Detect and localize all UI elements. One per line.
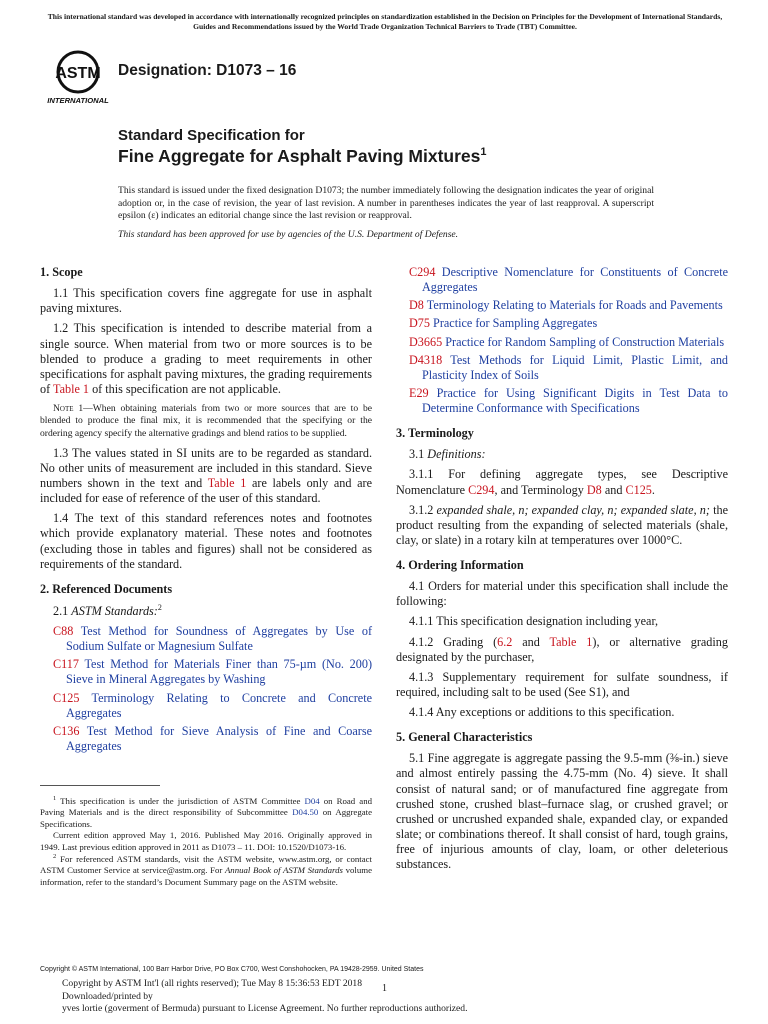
section-6-2-link[interactable]: 6.2 [497, 634, 513, 649]
section-heading-general: 5. General Characteristics [396, 730, 533, 745]
designation: Designation: D1073 – 16 [118, 62, 297, 79]
logo-subtext: INTERNATIONAL [47, 96, 109, 105]
reference-title[interactable]: Test Method for Soundness of Aggregates by Use of Sodium Sulfate or Magnesium Sulfate [66, 624, 373, 654]
section-heading-referenced: 2. Referenced Documents [40, 581, 173, 596]
download-notice [62, 978, 467, 1016]
reference-item[interactable] [396, 353, 728, 383]
table-1-link[interactable]: Table 1 [207, 476, 247, 491]
page-number: 1 [382, 983, 387, 994]
reference-code[interactable]: D75 [409, 316, 430, 331]
footnote-2: $^2$ For referenced ASTM standards, visit the ASTM website, www.astm.org, or contact ASTM Customer Service at service@astm.org. For Annual Book of ASTM Standards volume information, refer to the standard’s Document Summary page on the ASTM website. [40, 853, 372, 887]
footnote-rule [40, 785, 160, 786]
d8-link[interactable]: D8 [586, 482, 602, 497]
para-4-1-2: 4.1.2 Grading (6.2 and Table 1), or alternative grading designated by the purchaser, [396, 634, 728, 664]
para-3-1: 3.1 Definitions: [409, 447, 486, 462]
standard-notice: This international standard was developed in accordance with internationally recognized principles on standardization established in the Decision on Principles for the Development of International Standards, Guides and Recommendations issued by the World Trade Organization Technical Barriers to Trade (TBT) Committee. [47, 12, 723, 32]
reference-list-right [396, 265, 728, 416]
reference-code[interactable]: C117 [53, 657, 79, 672]
footnote-1: $^1$ This specification is under the jurisdiction of ASTM Committee D04 on Road and Paving Materials and is the direct responsibility of Subcommittee D04.50 on Aggregate Specifications. [40, 795, 372, 829]
copyright-line: Copyright © ASTM International, 100 Barr Harbor Drive, PO Box C700, West Conshohocken, PA 19428-2959. United States [40, 966, 424, 973]
reference-title[interactable]: Practice for Sampling Aggregates [433, 316, 598, 331]
title-footnote-mark: 1 [480, 146, 487, 159]
reference-title[interactable]: Test Methods for Liquid Limit, Plastic Limit, and Plasticity Index of Soils [422, 352, 729, 382]
reference-code[interactable]: D8 [409, 298, 424, 313]
right-column [396, 265, 728, 877]
reference-code[interactable]: C88 [53, 624, 74, 639]
footnotes [40, 795, 372, 888]
download-line-3: yves lortie (goverment of Bermuda) pursuant to License Agreement. No further reproductions authorized. [62, 1003, 468, 1015]
para-3-1-1: 3.1.1 For defining aggregate types, see Descriptive Nomenclature C294, and Terminology D8 and C125. [396, 467, 728, 497]
c125-link[interactable]: C125 [625, 482, 652, 497]
logo-text: ASTM [55, 65, 101, 82]
reference-item[interactable] [396, 386, 728, 416]
dod-statement: This standard has been approved for use by agencies of the U.S. Department of Defense. [118, 229, 459, 240]
table-1-link[interactable]: Table 1 [549, 634, 593, 649]
reference-item[interactable] [40, 624, 372, 654]
reference-title[interactable]: Terminology Relating to Concrete and Concrete Aggregates [66, 690, 372, 720]
astm-logo [44, 48, 112, 106]
title-prefix: Standard Specification for [118, 127, 305, 144]
reference-code[interactable]: D3665 [409, 334, 443, 349]
reference-code[interactable]: E29 [409, 385, 429, 400]
para-2-1: 2.1 ASTM Standards:$^2$ [53, 602, 162, 618]
reference-item[interactable] [396, 298, 728, 313]
reference-list-left [40, 624, 372, 754]
reference-title[interactable]: Descriptive Nomenclature for Constituents of Concrete Aggregates [422, 265, 728, 295]
reference-item[interactable] [40, 657, 372, 687]
section-heading-scope: 1. Scope [40, 265, 83, 279]
download-line-2: Downloaded/printed by [62, 990, 153, 1002]
table-1-link[interactable]: Table 1 [52, 381, 90, 396]
reference-item[interactable] [396, 265, 728, 295]
para-1-3: 1.3 The values stated in SI units are to be regarded as standard. No other units of measurement are included in this standard. Sieve numbers shown in the text and Table 1 are labels only and are included for ease of reference of the user of this standard. [40, 445, 372, 506]
section-heading-terminology: 3. Terminology [396, 426, 474, 441]
para-3-1-2: 3.1.2 expanded shale, n; expanded clay, n; expanded slate, n; the product resulting from the expanding of selected materials (shale, clay, or slate) in a rotary kiln at temperatures over 1000°C. [396, 502, 729, 547]
note-1: Note 1—When obtaining materials from two or more sources that are to be blended to produce the final mix, it is recommended that the specifying or the ordering agency specify the alternative gradings and blend ratios to be supplied. [40, 403, 372, 439]
para-1-4: 1.4 The text of this standard references notes and footnotes which provide explanatory material. These notes and footnotes (excluding those in tables and figures) shall not be considered as requirements of the standard. [40, 511, 372, 571]
footnote-1-edition: Current edition approved May 1, 2016. Published May 2016. Originally approved in 1949. Last previous edition approved in 2011 as D1073 – 11. DOI: 10.1520/D1073-16. [40, 830, 372, 852]
reference-title[interactable]: Terminology Relating to Materials for Roads and Pavements [426, 298, 723, 313]
reference-code[interactable]: C136 [53, 723, 80, 738]
c294-link[interactable]: C294 [468, 482, 495, 497]
page-title: Fine Aggregate for Asphalt Paving Mixtures$^1$ [118, 146, 487, 166]
reference-title[interactable]: Practice for Random Sampling of Construction Materials [445, 334, 725, 349]
para-4-1-3: 4.1.3 Supplementary requirement for sulfate soundness, if required, including salt to be used (See S1), and [396, 669, 728, 699]
subcommittee-link[interactable]: D04.50 [292, 807, 319, 818]
reference-item[interactable] [396, 335, 728, 350]
para-4-1-1: 4.1.1 This specification designation including year, [409, 614, 659, 629]
para-1-1: 1.1 This specification covers fine aggregate for use in asphalt paving mixtures. [40, 286, 372, 316]
reference-title[interactable]: Test Method for Sieve Analysis of Fine and Coarse Aggregates [66, 723, 373, 753]
reference-code[interactable]: C125 [53, 690, 80, 705]
reference-code[interactable]: D4318 [409, 352, 443, 367]
para-4-1: 4.1 Orders for material under this specification shall include the following: [396, 579, 728, 609]
reference-title[interactable]: Test Method for Materials Finer than 75-µm (No. 200) Sieve in Mineral Aggregates by Washing [66, 657, 373, 687]
left-column [40, 265, 372, 757]
issuance-statement: This standard is issued under the fixed designation D1073; the number immediately following the designation indicates the year of original adoption or, in the case of revision, the year of last revision. A number in parentheses indicates the year of last reapproval. A superscript epsilon (ε) indicates an editorial change since the last revision or reapproval. [118, 185, 654, 222]
reference-item[interactable] [40, 691, 372, 721]
committee-link[interactable]: D04 [304, 795, 320, 806]
reference-item[interactable] [40, 724, 372, 754]
para-1-2: 1.2 This specification is intended to describe material from a single source. When material from two or more sources is to be blended to produce a grading to meet requirements in other specifications for asphalt paving mixtures, the grading requirements of Table 1 of this specification are not applicable. [40, 321, 372, 396]
para-4-1-4: 4.1.4 Any exceptions or additions to this specification. [409, 705, 675, 719]
download-line-1: Copyright by ASTM Int'l (all rights reserved); Tue May 8 15:36:53 EDT 2018 [62, 978, 363, 989]
reference-title[interactable]: Practice for Using Significant Digits in Test Data to Determine Conformance with Specifications [422, 385, 729, 415]
reference-code[interactable]: C294 [409, 265, 436, 279]
para-5-1: 5.1 Fine aggregate is aggregate passing the 9.5-mm (⅜-in.) sieve and almost entirely passing the 4.75-mm (No. 4) sieve. It shall consist of natural sand; or of manufactured fine aggregate from crushed stone, crushed blast–furnace slag, or crushed gravel; or crushed or uncrushed expanded shale, expanded clay, or expanded slate; or combinations thereof. It shall consist of hard, tough grains, free of injurious amounts of clay, loam, or other deleterious substances. [396, 751, 728, 872]
section-heading-ordering: 4. Ordering Information [396, 558, 524, 572]
reference-item[interactable] [396, 316, 728, 331]
